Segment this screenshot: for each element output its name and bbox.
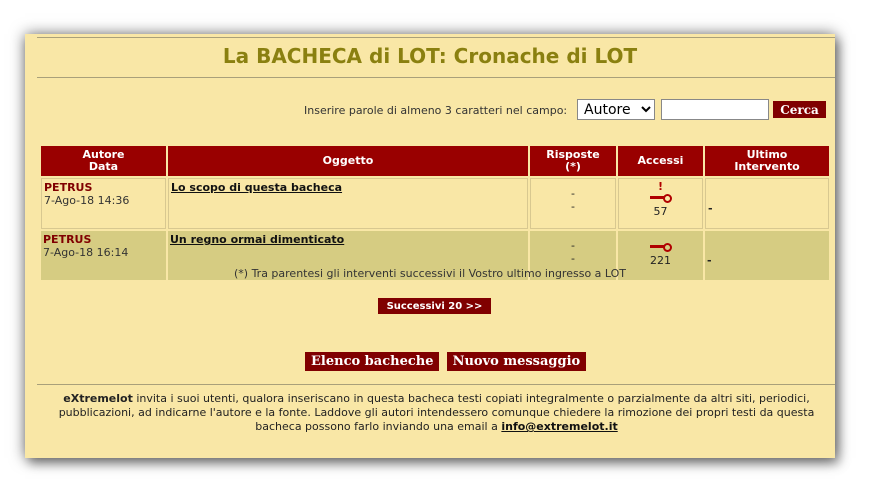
last-reply-cell: - xyxy=(705,231,829,280)
new-alert-icon: ! xyxy=(657,180,664,193)
author-name[interactable]: PETRUS xyxy=(43,233,92,246)
search-field-select[interactable] xyxy=(577,99,655,120)
board-panel xyxy=(25,34,835,458)
new-message-button[interactable]: Nuovo messaggio xyxy=(447,352,587,371)
last-reply-cell: - xyxy=(705,178,829,229)
replies-count: - xyxy=(571,187,575,200)
topic-link[interactable]: Un regno ormai dimenticato xyxy=(170,233,345,246)
contact-email-link[interactable]: info@extremelot.it xyxy=(501,420,618,433)
col-author-label: Autore xyxy=(82,148,125,161)
bottom-actions xyxy=(305,350,588,369)
post-date: 7-Ago-18 16:14 xyxy=(43,246,129,259)
views-count: 57 xyxy=(653,205,668,218)
views-count: 221 xyxy=(650,254,671,267)
post-date: 7-Ago-18 14:36 xyxy=(44,194,130,207)
topics-table xyxy=(39,144,831,282)
topic-link[interactable]: Lo scopo di questa bacheca xyxy=(171,181,343,194)
col-last-header xyxy=(705,146,829,176)
replies-cell xyxy=(530,178,616,229)
search-input[interactable] xyxy=(661,99,769,120)
replies-note: (*) Tra parentesi gli interventi successivi il Vostro ultimo ingresso a LOT xyxy=(233,267,627,280)
col-date-label: Data xyxy=(88,160,119,173)
replies-new: - xyxy=(571,252,575,265)
table-header-row xyxy=(41,146,829,176)
author-cell xyxy=(41,178,166,229)
col-author-header xyxy=(41,146,166,176)
views-cell xyxy=(618,178,703,229)
search-bar xyxy=(25,99,835,121)
col-replies-note: (*) xyxy=(565,160,581,173)
table-row[interactable] xyxy=(41,178,829,229)
col-replies-header xyxy=(530,146,616,176)
col-last-label-2: Intervento xyxy=(734,160,800,173)
footer-divider xyxy=(37,384,835,385)
col-last-label: Ultimo xyxy=(746,148,788,161)
page-title: La BACHECA di LOT: Cronache di LOT xyxy=(222,44,638,68)
subject-cell xyxy=(168,178,528,229)
board-list-button[interactable]: Elenco bacheche xyxy=(305,352,439,371)
col-subject-header: Oggetto xyxy=(168,146,528,176)
key-icon xyxy=(650,194,672,202)
title-divider xyxy=(37,77,835,78)
footer-brand: eXtremelot xyxy=(63,392,133,405)
key-icon xyxy=(650,243,672,251)
author-name[interactable]: PETRUS xyxy=(44,181,93,194)
footer-text: invita i suoi utenti, qualora inseriscano in questa bacheca testi copiati integralmente o parzialmente da altri siti, periodici, pubblicazioni, ad indicarne l'autore e la fonte. Laddove gli autori intendessero comunque chiedere la rimozione dei propri testi da questa bacheca possono farlo inviando una email a xyxy=(58,392,815,433)
replies-new: - xyxy=(571,200,575,213)
replies-count: - xyxy=(571,239,575,252)
footer-disclaimer xyxy=(53,392,820,434)
next-page-button[interactable]: Successivi 20 >> xyxy=(378,298,491,314)
col-replies-label: Risposte xyxy=(546,148,600,161)
col-views-header: Accessi xyxy=(618,146,703,176)
search-label: Inserire parole di almeno 3 caratteri nel campo: xyxy=(304,104,568,117)
top-divider xyxy=(37,37,835,38)
search-button[interactable]: Cerca xyxy=(773,101,826,118)
